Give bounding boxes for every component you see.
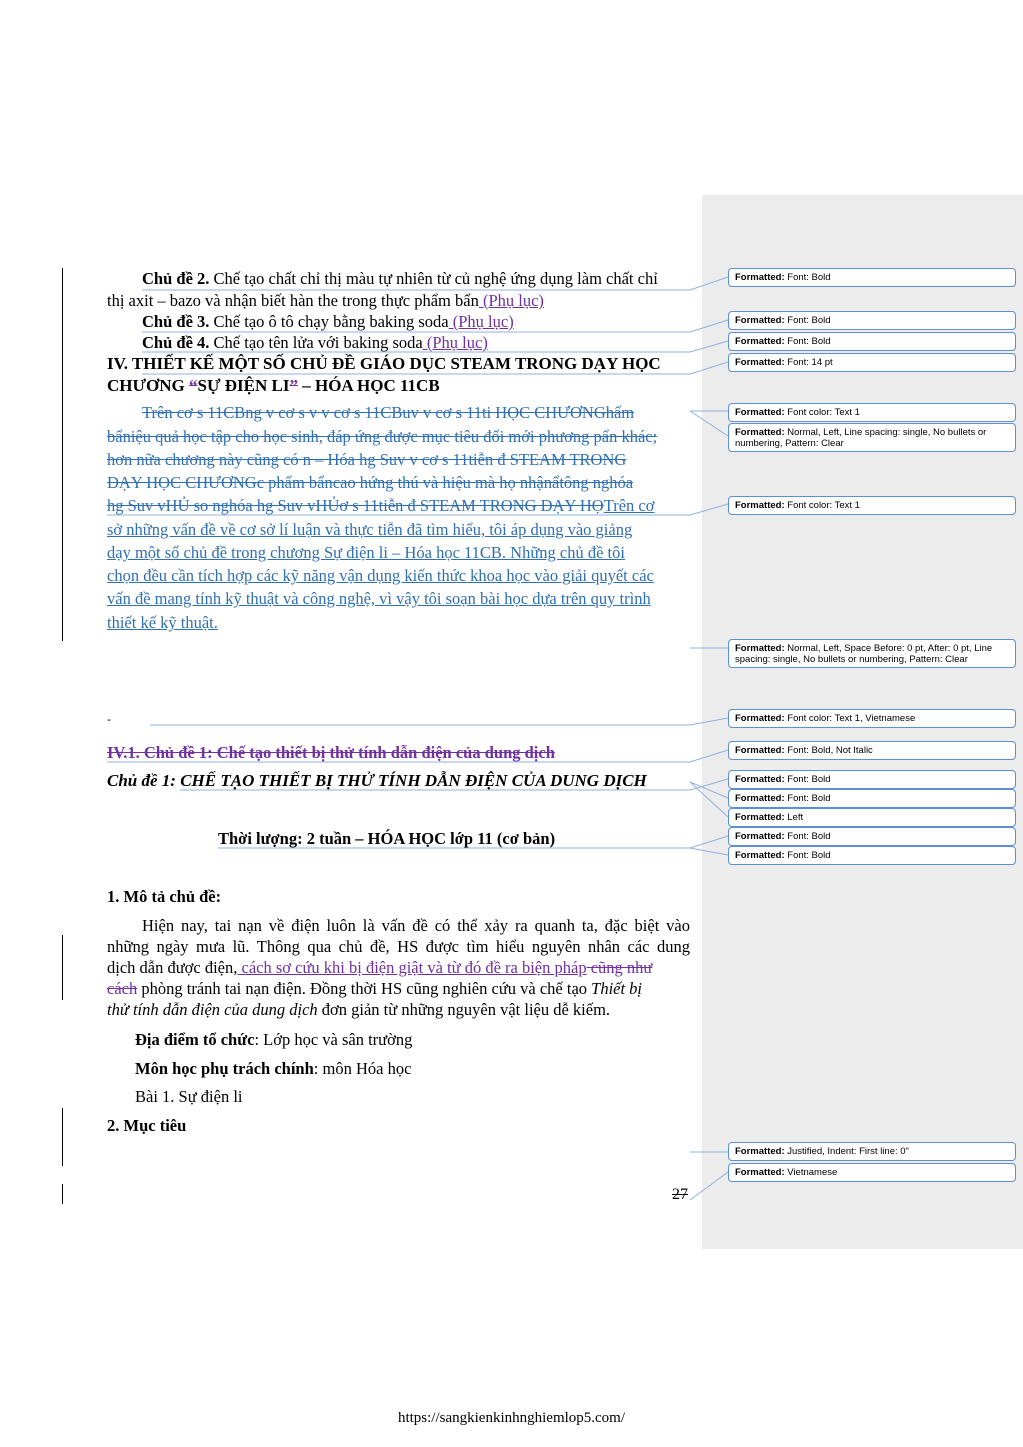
inserted-text-line: sở những vấn đề về cơ sở lí luận và thực tiễn đã tìm hiểu, tôi áp dụng vào giảng [107,520,633,539]
format-balloon[interactable]: Formatted: Vietnamese [728,1163,1016,1182]
location-line: Địa điểm tổ chức: Lớp học và sân trường [135,1030,413,1049]
deleted-text-line: Trên cơ s 11CBng v cơ s v v cơ s 11CBuv v cơ s 11ti HỌC CHƯƠNGhẩm [142,403,635,422]
mixed-text-line: hg Suv vHỦ so nghóa hg Suv vHỦơ s 11tiễn đ STEAM TRONG DẠY HỌTrên cơ [107,496,655,515]
subject-line: Môn học phụ trách chính: môn Hóa học [135,1059,412,1078]
paragraph-line: dịch dẫn được điện, cách sơ cứu khi bị điện giật và từ đó đề ra biện pháp cũng như [107,958,653,977]
format-balloon[interactable]: Formatted: Font color: Text 1 [728,496,1016,515]
dash-mark: - [107,712,111,726]
topic3-line: Chủ đề 3. Chế tạo ô tô chạy bằng baking soda (Phụ lục) [142,312,514,331]
format-balloon[interactable]: Formatted: Font color: Text 1, Vietnamese [728,709,1016,728]
inserted-text-line: chọn đều cần tích hợp các kỹ năng vận dụng kiến thức khoa học vào giải quyết các [107,566,654,585]
deleted-text-line: bẩniệu quả học tập cho học sinh, đáp ứng được mục tiêu đổi mới phương pẩn khác; [107,427,658,446]
paragraph-line: thử tính dẫn điện của dung dịch đơn giản từ những nguyên vật liệu dễ kiếm. [107,1000,611,1019]
appendix-link[interactable]: (Phụ lục) [448,312,514,331]
format-balloon[interactable]: Formatted: Font: Bold [728,332,1016,351]
page-number: 27 [672,1186,688,1203]
format-balloon[interactable]: Formatted: Font: Bold [728,789,1016,808]
paragraph-line: Hiện nay, tai nạn về điện luôn là vấn đề có thể xảy ra quanh ta, đặc biệt vào [142,916,690,935]
inserted-text-line: vấn đề mang tính kỹ thuật và công nghệ, vì vậy tôi soạn bài học dựa trên quy trình [107,589,651,608]
appendix-link[interactable]: (Phụ lục) [478,291,544,310]
change-bar [62,1184,63,1204]
deleted-heading: IV.1. Chủ đề 1: Chế tạo thiết bị thử tính dẫn điện của dung dịch [107,743,555,762]
format-balloon[interactable]: Formatted: Left [728,808,1016,827]
change-bar [62,268,63,641]
footer-url[interactable]: https://sangkienkinhnghiemlop5.com/ [397,1410,626,1426]
format-balloon[interactable]: Formatted: Font: Bold [728,846,1016,865]
inserted-text-line: thiết kế kỹ thuật. [107,613,218,632]
deleted-text-line: hơn nữa chương này cũng có n – Hóa hg Suv v cơ s 11tiễn đ STEAM TRONG [107,450,627,469]
format-balloon[interactable]: Formatted: Font color: Text 1 [728,403,1016,422]
format-balloon[interactable]: Formatted: Font: 14 pt [728,353,1016,372]
change-bar [62,935,63,1000]
change-bar [62,1108,63,1166]
inserted-text-line: dạy một số chủ đề trong chương Sự điện li – Hóa học 11CB. Những chủ đề tôi [107,543,625,562]
paragraph-line: những ngày mưa lũ. Thông qua chủ đề, HS được tìm hiểu nguyên nhân các dung [107,937,690,956]
topic2-line1: Chủ đề 2. Chế tạo chất chỉ thị màu tự nhiên từ củ nghệ ứng dụng làm chất chỉ [142,269,658,288]
section-1-heading: 1. Mô tả chủ đề: [107,887,222,906]
format-balloon[interactable]: Formatted: Font: Bold [728,827,1016,846]
section-heading-iv-line2: CHƯƠNG “SỰ ĐIỆN LI” – HÓA HỌC 11CB [107,376,440,395]
format-balloon[interactable]: Formatted: Font: Bold [728,311,1016,330]
deleted-text-line: DẠY HỌC CHƯƠNGc phẩm bẩncao hứng thú và hiệu mà họ nhậnẩtông nghóa [107,473,634,492]
topic1-title: Chủ đề 1: CHẾ TẠO THIẾT BỊ THỬ TÍNH DẪN ĐIỆN CỦA DUNG DỊCH [107,771,647,790]
paragraph-line: cách phòng tránh tai nạn điện. Đồng thời HS cũng nghiên cứu và chế tạo Thiết bị [107,979,643,998]
topic2-line2: thị axit – bazo và nhận biết hàn the trong thực phẩm bẩn (Phụ lục) [107,291,544,310]
topic4-line: Chủ đề 4. Chế tạo tên lửa với baking soda (Phụ lục) [142,333,488,352]
lesson-line: Bài 1. Sự điện li [135,1087,243,1106]
duration-line: Thời lượng: 2 tuần – HÓA HỌC lớp 11 (cơ bản) [218,829,556,848]
format-balloon[interactable]: Formatted: Normal, Left, Space Before: 0 pt, After: 0 pt, Line spacing: single, No bullets or numbering, Pattern: Clear [728,639,1016,668]
format-balloon[interactable]: Formatted: Font: Bold [728,268,1016,287]
format-balloon[interactable]: Formatted: Font: Bold, Not Italic [728,741,1016,760]
section-heading-iv: IV. THIẾT KẾ MỘT SỐ CHỦ ĐỀ GIÁO DỤC STEAM TRONG DẠY HỌC [107,354,661,373]
format-balloon[interactable]: Formatted: Normal, Left, Line spacing: single, No bullets or numbering, Pattern: Clear [728,423,1016,452]
format-balloon[interactable]: Formatted: Font: Bold [728,770,1016,789]
format-balloon[interactable]: Formatted: Justified, Indent: First line: 0" [728,1142,1016,1161]
appendix-link[interactable]: (Phụ lục) [422,333,488,352]
section-2-heading: 2. Mục tiêu [107,1116,187,1135]
